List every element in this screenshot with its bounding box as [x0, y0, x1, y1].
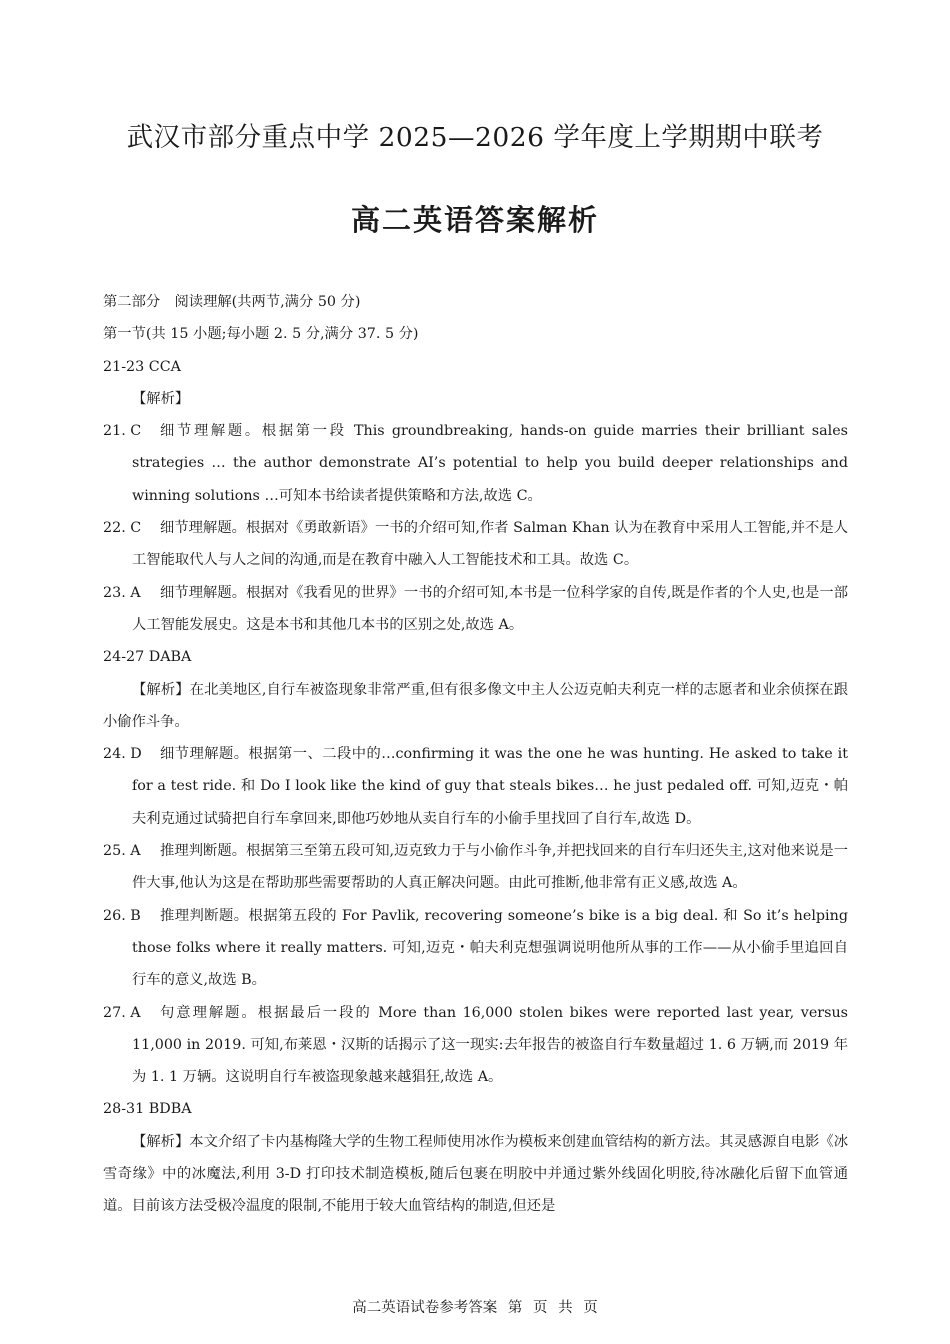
answer-item-23 — [103, 577, 848, 642]
answer-item-27 — [103, 997, 848, 1094]
subsection-header: 第一节(共 15 小题;每小题 2. 5 分,满分 37. 5 分) — [103, 326, 419, 343]
item-explanation: 细节理解题。根据第一段 This groundbreaking, hands-on guide marries their brilliant sales strategies … the author demonstrate AI’s potential to help you build deeper relationships and winning solutions …可知本书给读者提供策略和方法,故选 C。 — [132, 423, 848, 504]
group-answer-key: 24-27 DABA — [103, 649, 192, 666]
answer-item-24 — [103, 738, 848, 835]
answer-content — [103, 286, 848, 1223]
answer-item-25 — [103, 835, 848, 900]
footer-label: 高二英语试卷参考答案 — [352, 1300, 498, 1316]
group-answer-key: 28-31 BDBA — [103, 1101, 192, 1118]
item-number: 25. A — [103, 843, 141, 860]
document-title: 武汉市部分重点中学 2025—2026 学年度上学期期中联考 — [126, 122, 824, 153]
footer-page-mid: 页 — [533, 1300, 548, 1316]
document-subtitle: 高二英语答案解析 — [350, 203, 599, 237]
question-group-28-31 — [103, 1093, 848, 1222]
item-number: 24. D — [103, 746, 142, 763]
item-number: 21. C — [103, 423, 142, 440]
answer-item-22 — [103, 512, 848, 577]
group-answer-key: 21-23 CCA — [103, 358, 181, 375]
item-explanation: 句意理解题。根据最后一段的 More than 16,000 stolen bikes were reported last year, versus 11,000 in 2019. 可知,布莱恩・汉斯的话揭示了这一现实:去年报告的被盗自行车数量超过 1. 6 万辆,而 2019 年为 1. 1 万辆。这说明自行车被盗现象越来越猖狂,故选 A。 — [132, 1004, 848, 1086]
item-explanation: 细节理解题。根据第一、二段中的…confirming it was the one he was hunting. He asked to take it for a test ride. 和 Do I look like the kind of guy that steals bikes… he just pedaled off. 可知,迈克・帕夫利克通过试骑把自行车拿回来,即他巧妙地从卖自行车的小偷手里找回了自行车,故选 D。 — [132, 746, 848, 827]
item-number: 23. A — [103, 584, 141, 601]
answer-item-26 — [103, 900, 848, 997]
item-explanation: 细节理解题。根据对《我看见的世界》一书的介绍可知,本书是一位科学家的自传,既是作者的个人史,也是一部人工智能发展史。这是本书和其他几本书的区别之处,故选 A。 — [132, 584, 848, 633]
item-number: 22. C — [103, 520, 142, 537]
group-analysis: 【解析】 — [132, 390, 190, 407]
page-footer — [0, 1296, 950, 1317]
group-analysis: 【解析】本文介绍了卡内基梅隆大学的生物工程师使用冰作为模板来创建血管结构的新方法。其灵感源自电影《冰雪奇缘》中的冰魔法,利用 3-D 打印技术制造模板,随后包裹在明胶中并通过紫外线固化明胶,待冰融化后留下血管通道。目前该方法受极冷温度的限制,不能用于较大血管结构的制造,但还是 — [103, 1133, 848, 1215]
footer-page-word: 第 — [507, 1300, 523, 1316]
question-group-24-27 — [103, 641, 848, 1093]
group-analysis: 【解析】在北美地区,自行车被盗现象非常严重,但有很多像文中主人公迈克帕夫利克一样的志愿者和业余侦探在跟小偷作斗争。 — [103, 681, 848, 730]
footer-total-end: 页 — [583, 1300, 598, 1316]
section-header: 第二部分 阅读理解(共两节,满分 50 分) — [103, 294, 361, 310]
item-explanation: 推理判断题。根据第三至第五段可知,迈克致力于与小偷作斗争,并把找回来的自行车归还失主,这对他来说是一件大事,他认为这是在帮助那些需要帮助的人真正解决问题。由此可推断,他非常有正义感,故选 A。 — [132, 843, 848, 892]
item-number: 27. A — [103, 1004, 141, 1021]
question-group-21-23 — [103, 351, 848, 642]
footer-total-word: 共 — [558, 1300, 573, 1316]
item-explanation: 细节理解题。根据对《勇敢新语》一书的介绍可知,作者 Salman Khan 认为在教育中采用人工智能,并不是人工智能取代人与人之间的沟通,而是在教育中融入人工智能技术和工具。故选 C。 — [132, 520, 848, 569]
item-explanation: 推理判断题。根据第五段的 For Pavlik, recovering someone’s bike is a big deal. 和 So it’s helping those folks where it really matters. 可知,迈克・帕夫利克想强调说明他所从事的工作——从小偷手里追回自行车的意义,故选 B。 — [132, 907, 848, 989]
answer-item-21 — [103, 415, 848, 512]
item-number: 26. B — [103, 907, 141, 924]
